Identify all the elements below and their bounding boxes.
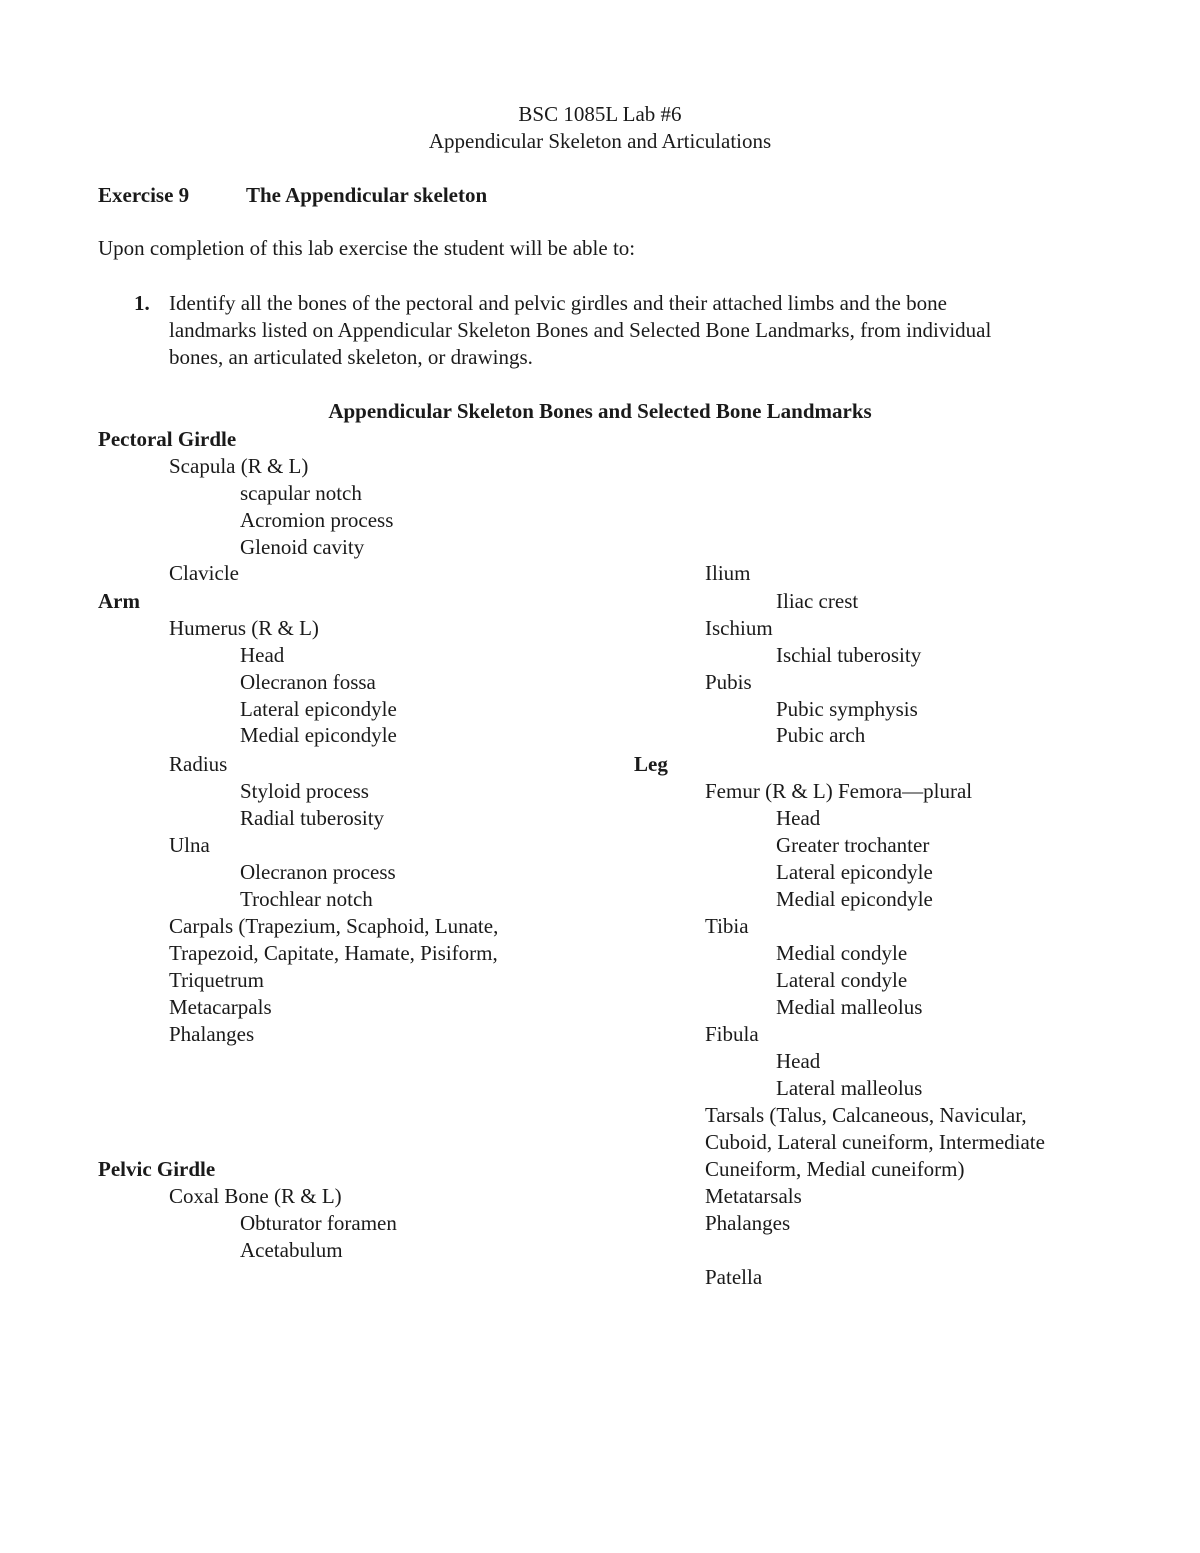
bone-tarsals: Cuneiform, Medial cuneiform) xyxy=(705,1157,965,1181)
bone-phalanges: Phalanges xyxy=(705,1211,791,1235)
bone-carpals: Triquetrum xyxy=(169,968,264,992)
course-title: BSC 1085L Lab #6 xyxy=(518,102,682,126)
pelvic-girdle-heading: Pelvic Girdle xyxy=(98,1157,216,1181)
landmark: Iliac crest xyxy=(776,589,859,613)
landmark: Acromion process xyxy=(240,508,394,532)
landmark: Greater trochanter xyxy=(776,833,930,857)
bone-clavicle: Clavicle xyxy=(169,561,239,585)
landmark: Head xyxy=(776,1049,821,1073)
landmark: Lateral epicondyle xyxy=(776,860,933,884)
landmark: Lateral malleolus xyxy=(776,1076,923,1100)
landmark: Pubic symphysis xyxy=(776,697,918,721)
exercise-number: Exercise 9 xyxy=(98,183,190,207)
landmark: Head xyxy=(240,643,285,667)
landmark: Pubic arch xyxy=(776,723,866,747)
bone-carpals: Trapezoid, Capitate, Hamate, Pisiform, xyxy=(169,941,498,965)
objective-line: landmarks listed on Appendicular Skeleton Bones and Selected Bone Landmarks, from individual xyxy=(169,318,992,342)
landmark: Head xyxy=(776,806,821,830)
pectoral-girdle-heading: Pectoral Girdle xyxy=(98,427,237,451)
bone-phalanges: Phalanges xyxy=(169,1022,255,1046)
list-title: Appendicular Skeleton Bones and Selected Bone Landmarks xyxy=(328,399,872,423)
landmark: Glenoid cavity xyxy=(240,535,365,559)
landmark: Medial epicondyle xyxy=(240,723,397,747)
bone-femur: Femur (R & L) Femora—plural xyxy=(705,779,973,803)
bone-patella: Patella xyxy=(705,1265,763,1289)
bone-carpals: Carpals (Trapezium, Scaphoid, Lunate, xyxy=(169,914,499,938)
landmark: Styloid process xyxy=(240,779,369,803)
landmark: Acetabulum xyxy=(240,1238,343,1262)
landmark: Lateral condyle xyxy=(776,968,908,992)
landmark: Trochlear notch xyxy=(240,887,373,911)
bone-coxal: Coxal Bone (R & L) xyxy=(169,1184,342,1208)
landmark: Obturator foramen xyxy=(240,1211,397,1235)
intro-text: Upon completion of this lab exercise the student will be able to: xyxy=(98,236,636,260)
landmark: Lateral epicondyle xyxy=(240,697,397,721)
bone-fibula: Fibula xyxy=(705,1022,759,1046)
bone-pubis: Pubis xyxy=(705,670,752,694)
landmark: Olecranon process xyxy=(240,860,396,884)
bone-ulna: Ulna xyxy=(169,833,210,857)
bone-tarsals: Tarsals (Talus, Calcaneous, Navicular, xyxy=(705,1103,1027,1127)
page-subtitle: Appendicular Skeleton and Articulations xyxy=(428,129,772,153)
exercise-title: The Appendicular skeleton xyxy=(246,183,488,207)
bone-tarsals: Cuboid, Lateral cuneiform, Intermediate xyxy=(705,1130,1045,1154)
objective-line: bones, an articulated skeleton, or drawings. xyxy=(169,345,533,369)
bone-radius: Radius xyxy=(169,752,228,776)
landmark: scapular notch xyxy=(240,481,362,505)
bone-metatarsals: Metatarsals xyxy=(705,1184,802,1208)
bone-scapula: Scapula (R & L) xyxy=(169,454,309,478)
arm-heading: Arm xyxy=(98,589,140,613)
bone-ilium: Ilium xyxy=(705,561,751,585)
objective-number: 1. xyxy=(134,291,150,315)
bone-humerus: Humerus (R & L) xyxy=(169,616,319,640)
bone-ischium: Ischium xyxy=(705,616,773,640)
landmark: Ischial tuberosity xyxy=(776,643,922,667)
landmark: Radial tuberosity xyxy=(240,806,385,830)
landmark: Medial condyle xyxy=(776,941,908,965)
objective-line: Identify all the bones of the pectoral and pelvic girdles and their attached limbs and the bone xyxy=(169,291,947,315)
landmark: Olecranon fossa xyxy=(240,670,376,694)
bone-metacarpals: Metacarpals xyxy=(169,995,272,1019)
leg-heading: Leg xyxy=(634,752,668,776)
landmark: Medial malleolus xyxy=(776,995,923,1019)
bone-tibia: Tibia xyxy=(705,914,749,938)
landmark: Medial epicondyle xyxy=(776,887,933,911)
